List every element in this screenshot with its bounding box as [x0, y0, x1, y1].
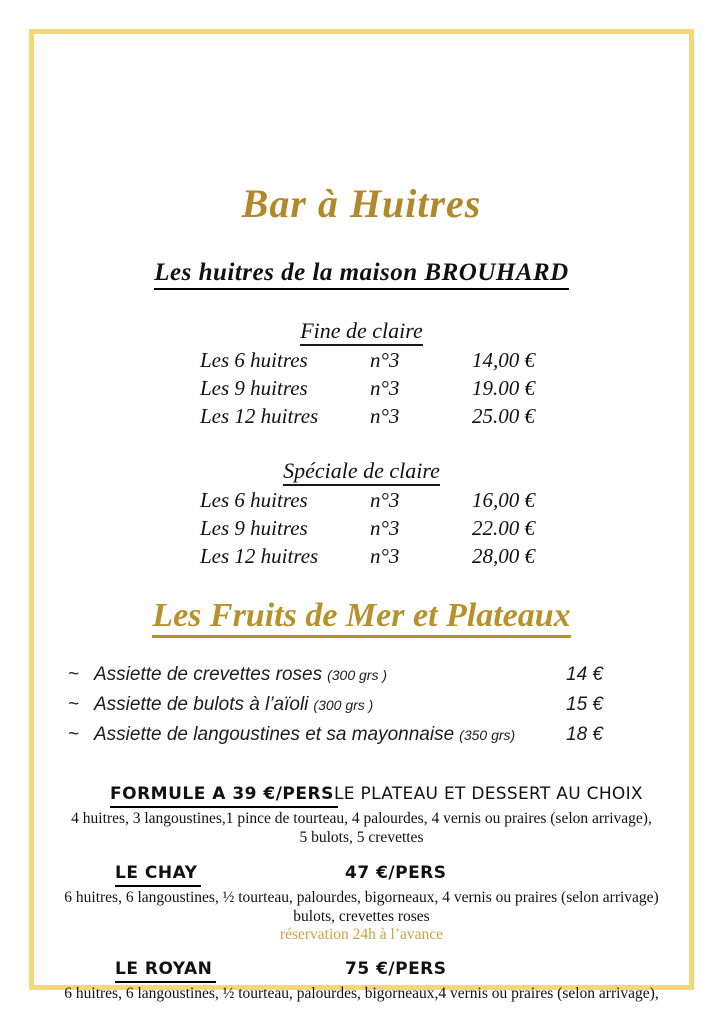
table-row: [200, 486, 535, 514]
menu-page: [34, 180, 689, 1024]
assiette-label: Assiette de bulots à l’aïoli: [94, 694, 309, 715]
table-row: [200, 514, 535, 542]
oyster-price: 19.00 €: [472, 376, 535, 400]
table-row: [200, 542, 535, 570]
table-row: [200, 346, 535, 374]
list-item: [68, 690, 603, 720]
assiette-weight: (300 grs ): [327, 667, 388, 683]
oyster-price: 25.00 €: [472, 404, 535, 428]
assiette-weight: (350 grs): [459, 727, 516, 743]
platter-price: 75 €/PERS: [345, 959, 447, 979]
assiettes-list: [68, 660, 603, 750]
oyster-size: n°3: [370, 488, 400, 512]
reservation-note: réservation 24h à l’avance: [279, 926, 444, 943]
platter-description: 6 huitres, 6 langoustines, ½ tourteau, palourdes, bigorneaux,4 vernis ou praires (selon arrivage),: [64, 985, 659, 1002]
tilde-bullet: ~: [68, 664, 80, 685]
oyster-table-speciale: [200, 486, 535, 570]
oysters-section-heading: [34, 258, 689, 288]
oyster-item: Les 9 huitres: [200, 516, 308, 540]
oyster-size: n°3: [370, 516, 400, 540]
menu-title: Bar à Huitres: [241, 181, 482, 226]
oyster-item: Les 6 huitres: [200, 348, 308, 372]
assiette-price: 14 €: [566, 664, 603, 685]
group-heading-text: Spéciale de claire: [283, 458, 440, 486]
list-item: [68, 720, 603, 750]
oysters-section-heading-text: Les huitres de la maison BROUHARD: [154, 259, 568, 290]
platter-subtitle: LE PLATEAU ET DESSERT AU CHOIX: [334, 784, 643, 804]
oyster-item: Les 9 huitres: [200, 376, 308, 400]
group-heading-fine-de-claire: [34, 318, 689, 344]
platter-le-chay: [34, 862, 689, 886]
oyster-size: n°3: [370, 348, 400, 372]
oyster-table-fine: [200, 346, 535, 430]
oyster-price: 28,00 €: [472, 544, 535, 568]
group-heading-speciale-de-claire: [34, 458, 689, 484]
platter-name: LE CHAY: [115, 862, 201, 887]
assiette-label: Assiette de langoustines et sa mayonnaise: [94, 724, 455, 745]
assiette-price: 18 €: [566, 724, 603, 745]
oyster-size: n°3: [370, 404, 400, 428]
oyster-size: n°3: [370, 544, 400, 568]
tilde-bullet: ~: [68, 724, 80, 745]
oyster-price: 16,00 €: [472, 488, 535, 512]
oyster-price: 22.00 €: [472, 516, 535, 540]
platter-description: 6 huitres, 6 langoustines, ½ tourteau, palourdes, bigorneaux, 4 vernis ou praires (selon arrivage): [64, 889, 659, 906]
table-row: [200, 374, 535, 402]
group-heading-text: Fine de claire: [300, 318, 423, 346]
platter-le-royan: [34, 958, 689, 982]
oyster-item: Les 12 huitres: [200, 404, 319, 428]
platter-name: LE ROYAN: [115, 958, 216, 983]
platter-formule: [34, 783, 689, 807]
fruits-de-mer-heading: [34, 596, 689, 636]
assiette-weight: (300 grs ): [313, 697, 374, 713]
platter-name: FORMULE A 39 €/PERS: [110, 783, 338, 808]
oyster-item: Les 12 huitres: [200, 544, 319, 568]
menu-page-border: [29, 29, 694, 1002]
oyster-item: Les 6 huitres: [200, 488, 308, 512]
platter-description: 5 bulots, 5 crevettes: [299, 828, 424, 846]
list-item: [68, 660, 603, 690]
tilde-bullet: ~: [68, 694, 80, 715]
platter-description: 4 huitres, 3 langoustines,1 pince de tourteau, 4 palourdes, 4 vernis ou praires (selon arrivage),: [71, 810, 652, 827]
fruits-de-mer-heading-text: Les Fruits de Mer et Plateaux: [152, 597, 570, 638]
platter-price: 47 €/PERS: [345, 863, 447, 883]
platter-description: bulots, crevettes roses: [293, 907, 430, 925]
table-row: [200, 402, 535, 430]
assiette-price: 15 €: [566, 694, 603, 715]
oyster-price: 14,00 €: [472, 348, 535, 372]
assiette-label: Assiette de crevettes roses: [94, 664, 323, 685]
oyster-size: n°3: [370, 376, 400, 400]
